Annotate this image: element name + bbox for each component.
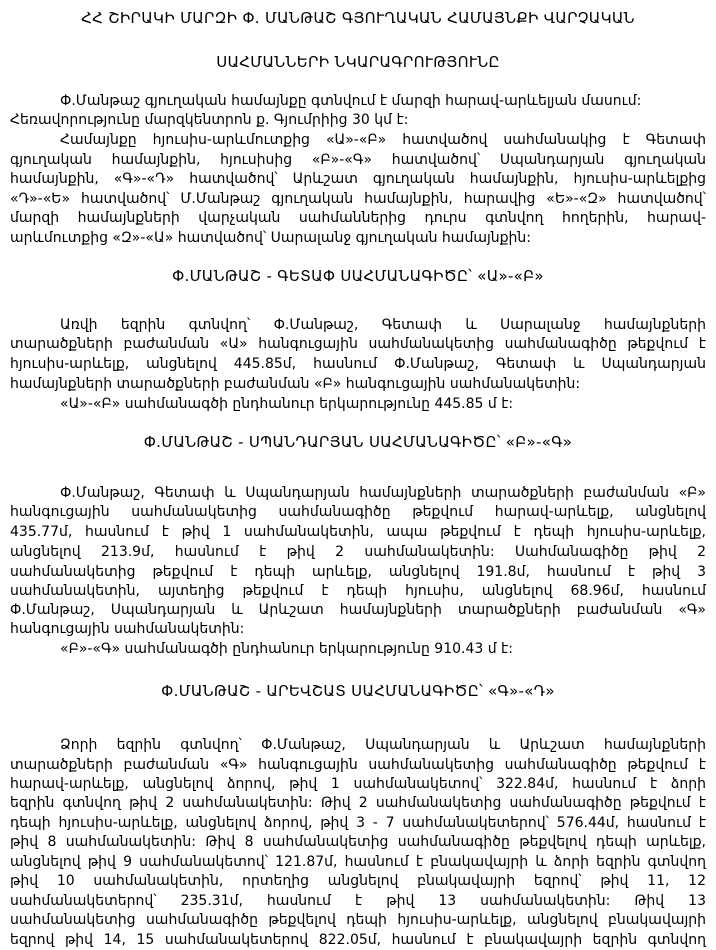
text-line: մարզի համայնքների վարչական սահմաններից դուրս գտնվող հողերին, հարավ- [10, 210, 706, 226]
text-line: 435.77մ, հասնում է թիվ 1 սահմանակետին, ապա թեքվում է դեպի հյուսիս-արևելք, [10, 524, 706, 540]
text-line: համայնքների տարածքների բաժանման «Բ» հանգուցային սահմանակետին: [10, 376, 581, 392]
boundary-length: «Բ»-«Գ» սահմանագծի ընդհանուր երկարությունը 910.43 մ է: [60, 641, 513, 657]
text-line: Փ.Մանթաշ, Սպանդարյան և Արևշատ համայնքների տարածքների բաժանման «Գ» [10, 602, 706, 618]
text-line: Համայնքը հյուսիս-արևմուտքից «Ա»-«Բ» հատվածով սահմանակից է Գետափ [60, 132, 706, 148]
text-line: հանգուցային սահմանակետին: [10, 621, 245, 637]
text-line: գյուղական համայնքին, հյուսիսից «Բ»-«Գ» հատվածով՝ Սպանդարյան գյուղական [10, 152, 706, 168]
text-line: դեպի հյուսիս-արևելք, անցնելով ձորով, թիվ 3 - 7 սահմանակետերով՝ 576.44մ, հասնում է [10, 815, 706, 831]
section-heading: Փ.ՄԱՆԹԱՇ - ՍՊԱՆԴԱՐՅԱՆ ՍԱՀՄԱՆԱԳԻԾԸ՝ «Բ»-«Գ» [143, 433, 573, 451]
text-line: Հեռավորությունը մարզկենտրոն ք. Գյումրիից 30 կմ է: [10, 112, 409, 128]
text-line: սահմանակետից սահմանագիծը թեքվելով դեպի հյուսիս-արևելք, անցնելով բնակավայրի [10, 912, 706, 928]
text-line: անցնելով թիվ 9 սահմանակետով՝ 121.87մ, հասնում է բնակավայրի և ձորի եզրին գտնվող [10, 854, 706, 870]
text-line: թիվ 10 սահմանակետին, որտեղից անցնելով բնակավայրի եզրով՝ թիվ 11, 12 [10, 873, 706, 889]
text-line: եզրին գտնվող թիվ 2 սահմանակետին: Թիվ 2 սահմանակետից սահմանագիծը թեքվում է [10, 795, 706, 811]
text-line: սահմանակետերով՝ 235.31մ, հասնում է թիվ 13 սահմանակետին: Թիվ 13 [10, 893, 706, 909]
text-line: համայնքին, «Գ»-«Դ» հատվածով՝ Արևշատ գյուղական համայնքին, հյուսիս-արևելքից [10, 171, 706, 187]
text-line: թիվ 8 սահմանակետին: Թիվ 8 սահմանակետից սահմանագիծը թեքվելով դեպի արևելք, [10, 834, 706, 850]
text-line: եզրով թիվ 14, 15 սահմանակետերով 822.05մ, հասնում է բնակավայրի եզրին գտնվող [10, 932, 706, 948]
boundary-length: «Ա»-«Բ» սահմանագծի ընդհանուր երկարությունը 445.85 մ է: [60, 396, 514, 412]
text-line: հարավ-արևելք, անցնելով ձորով, թիվ 1 սահմանակետով՝ 322.84մ, հասնում է ձորի [10, 776, 706, 792]
text-line: Փ.Մանթաշ գյուղական համայնքը գտնվում է մարզի հարավ-արևելյան մասում: [60, 93, 642, 109]
document-title: ՀՀ ՇԻՐԱԿԻ ՄԱՐԶԻ Փ. ՄԱՆԹԱՇ ԳՅՈՒՂԱԿԱՆ ՀԱՄԱՅՆՔԻ ՎԱՐՉԱԿԱՆ [81, 9, 635, 27]
text-line: սահմանակետին, այտեղից թեքվում է դեպի հյուսիս, անցնելով 68.96մ, հասնում [10, 583, 706, 599]
text-line: Փ.Մանթաշ, Գետափ և Սպանդարյան համայնքների տարածքների բաժանման «Բ» [60, 485, 706, 501]
text-line: «Դ»-«Ե» հատվածով՝ Մ.Մանթաշ գյուղական համայնքին, հարավից «Ե»-«Զ» հատվածով՝ [10, 191, 706, 207]
section-heading: Փ.ՄԱՆԹԱՇ - ԱՐԵՎՇԱՏ ՍԱՀՄԱՆԱԳԻԾԸ՝ «Գ»-«Դ» [161, 682, 555, 700]
text-line: տարածքների բաժանման «Ա» հանգուցային սահմանակետից սահմանագիծը թեքվում է [10, 336, 706, 352]
text-line: Առվի եզրին գտնվող՝ Փ.Մանթաշ, Գետափ և Սարալանջ համայնքների [60, 317, 706, 333]
text-line: հանգուցային սահմանակետից սահմանագիծը թեքվում հարավ-արևելք, անցնելով [10, 504, 706, 520]
document-subtitle: ՍԱՀՄԱՆՆԵՐԻ ՆԿԱՐԱԳՐՈՒԹՅՈՒՆԸ [216, 53, 500, 71]
text-line: սահմանակետից թեքվում է դեպի արևելք, անցնելով 191.8մ, հասնում է թիվ 3 [10, 564, 706, 580]
text-line: Ձորի եզրին գտնվող՝ Փ.Մանթաշ, Սպանդարյան և Արևշատ համայնքների [60, 737, 706, 753]
text-line: անցնելով 213.9մ, հասնում է թիվ 2 սահմանակետին: Սահմանագիծը թիվ 2 [10, 544, 706, 560]
section-heading: Փ.ՄԱՆԹԱՇ - ԳԵՏԱՓ ՍԱՀՄԱՆԱԳԻԾԸ՝ «Ա»-«Բ» [172, 267, 544, 285]
text-line: հյուսիս-արևելք, անցնելով 445.85մ, հասնում Փ.Մանթաշ, Գետափ և Սպանդարյան [10, 356, 706, 372]
text-line: տարածքների բաժանման «Գ» հանգուցային սահմանակետից սահմանագիծը թեքվում է [10, 757, 706, 773]
text-line: արևմուտքից «Զ»-«Ա» հատվածով՝ Սարալանջ գյուղական համայնքին: [10, 230, 532, 246]
